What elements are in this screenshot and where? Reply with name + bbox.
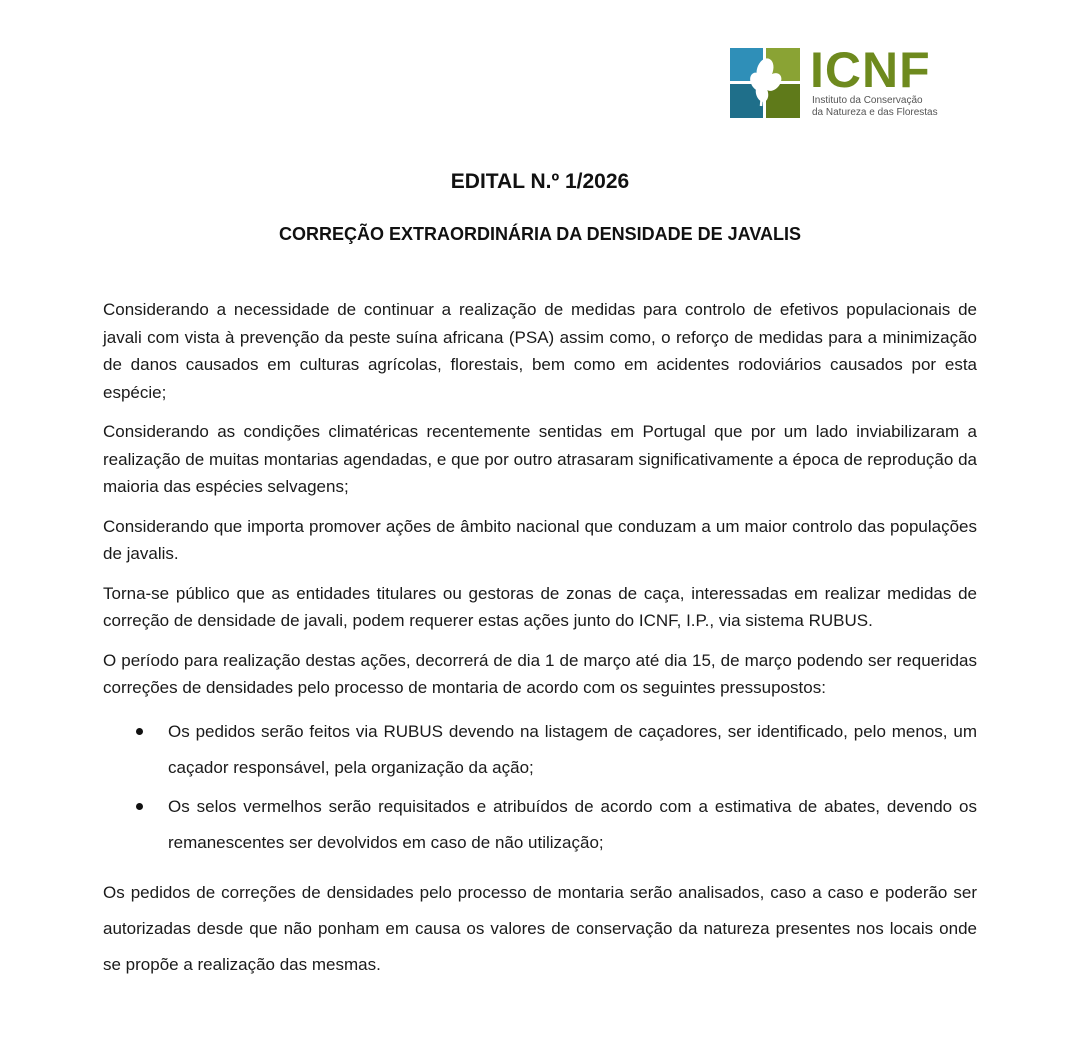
closing-paragraph: Os pedidos de correções de densidades pelo processo de montaria serão analisados, caso a caso e poderão ser autorizadas desde que não ponham em causa os valores de conservação da natureza presentes nos locais onde se propõe a realização das mesmas. [103,882,977,974]
requirements-list [103,714,977,861]
icnf-logo [730,42,960,120]
oak-leaf-icon [730,48,800,118]
document-title: EDITAL N.º 1/2026 [450,170,630,193]
logo-subtitle-line2: da Natureza e das Florestas [812,107,938,118]
logo-subtitle [812,95,938,119]
paragraph-4: Torna-se público que as entidades titulares ou gestoras de zonas de caça, interessadas em realizar medidas de correção de densidade de javali, podem requerer estas ações junto do ICNF, I.P., via sistema RUBUS. [103,583,977,630]
paragraph-5: O período para realização destas ações, decorrerá de dia 1 de março até dia 15, de março podendo ser requeridas correções de densidades pelo processo de montaria de acordo com os seguintes pressupostos: [103,650,977,697]
logo-subtitle-line1: Instituto da Conservação [812,95,923,106]
bullet-icon [136,803,143,810]
paragraph-1: Considerando a necessidade de continuar a realização de medidas para controlo de efetivos populacionais de javali com vista à prevenção da peste suína africana (PSA) assim como, o reforço de medidas para a minimização de danos causados em culturas agrícolas, florestais, bem como em acidentes rodoviários causados por esta espécie; [103,300,977,402]
paragraph-2: Considerando as condições climatéricas recentemente sentidas em Portugal que por um lado inviabilizaram a realização de muitas montarias agendadas, e que por outro atrasaram significativamente a época de reprodução da maioria das espécies selvagens; [103,422,977,496]
list-item [103,714,977,786]
bullet-icon [136,728,143,735]
list-item [103,789,977,861]
document-body [103,296,977,995]
list-item-text: Os selos vermelhos serão requisitados e atribuídos de acordo com a estimativa de abates, devendo os remanescentes ser devolvidos em caso de não utilização; [168,796,977,852]
list-item-text: Os pedidos serão feitos via RUBUS devendo na listagem de caçadores, ser identificado, pelo menos, um caçador responsável, pela organização da ação; [168,721,977,777]
logo-name: ICNF [810,42,931,98]
paragraph-3: Considerando que importa promover ações de âmbito nacional que conduzam a um maior controlo das populações de javalis. [103,516,977,563]
document-subtitle: CORREÇÃO EXTRAORDINÁRIA DA DENSIDADE DE JAVALIS [278,224,802,244]
